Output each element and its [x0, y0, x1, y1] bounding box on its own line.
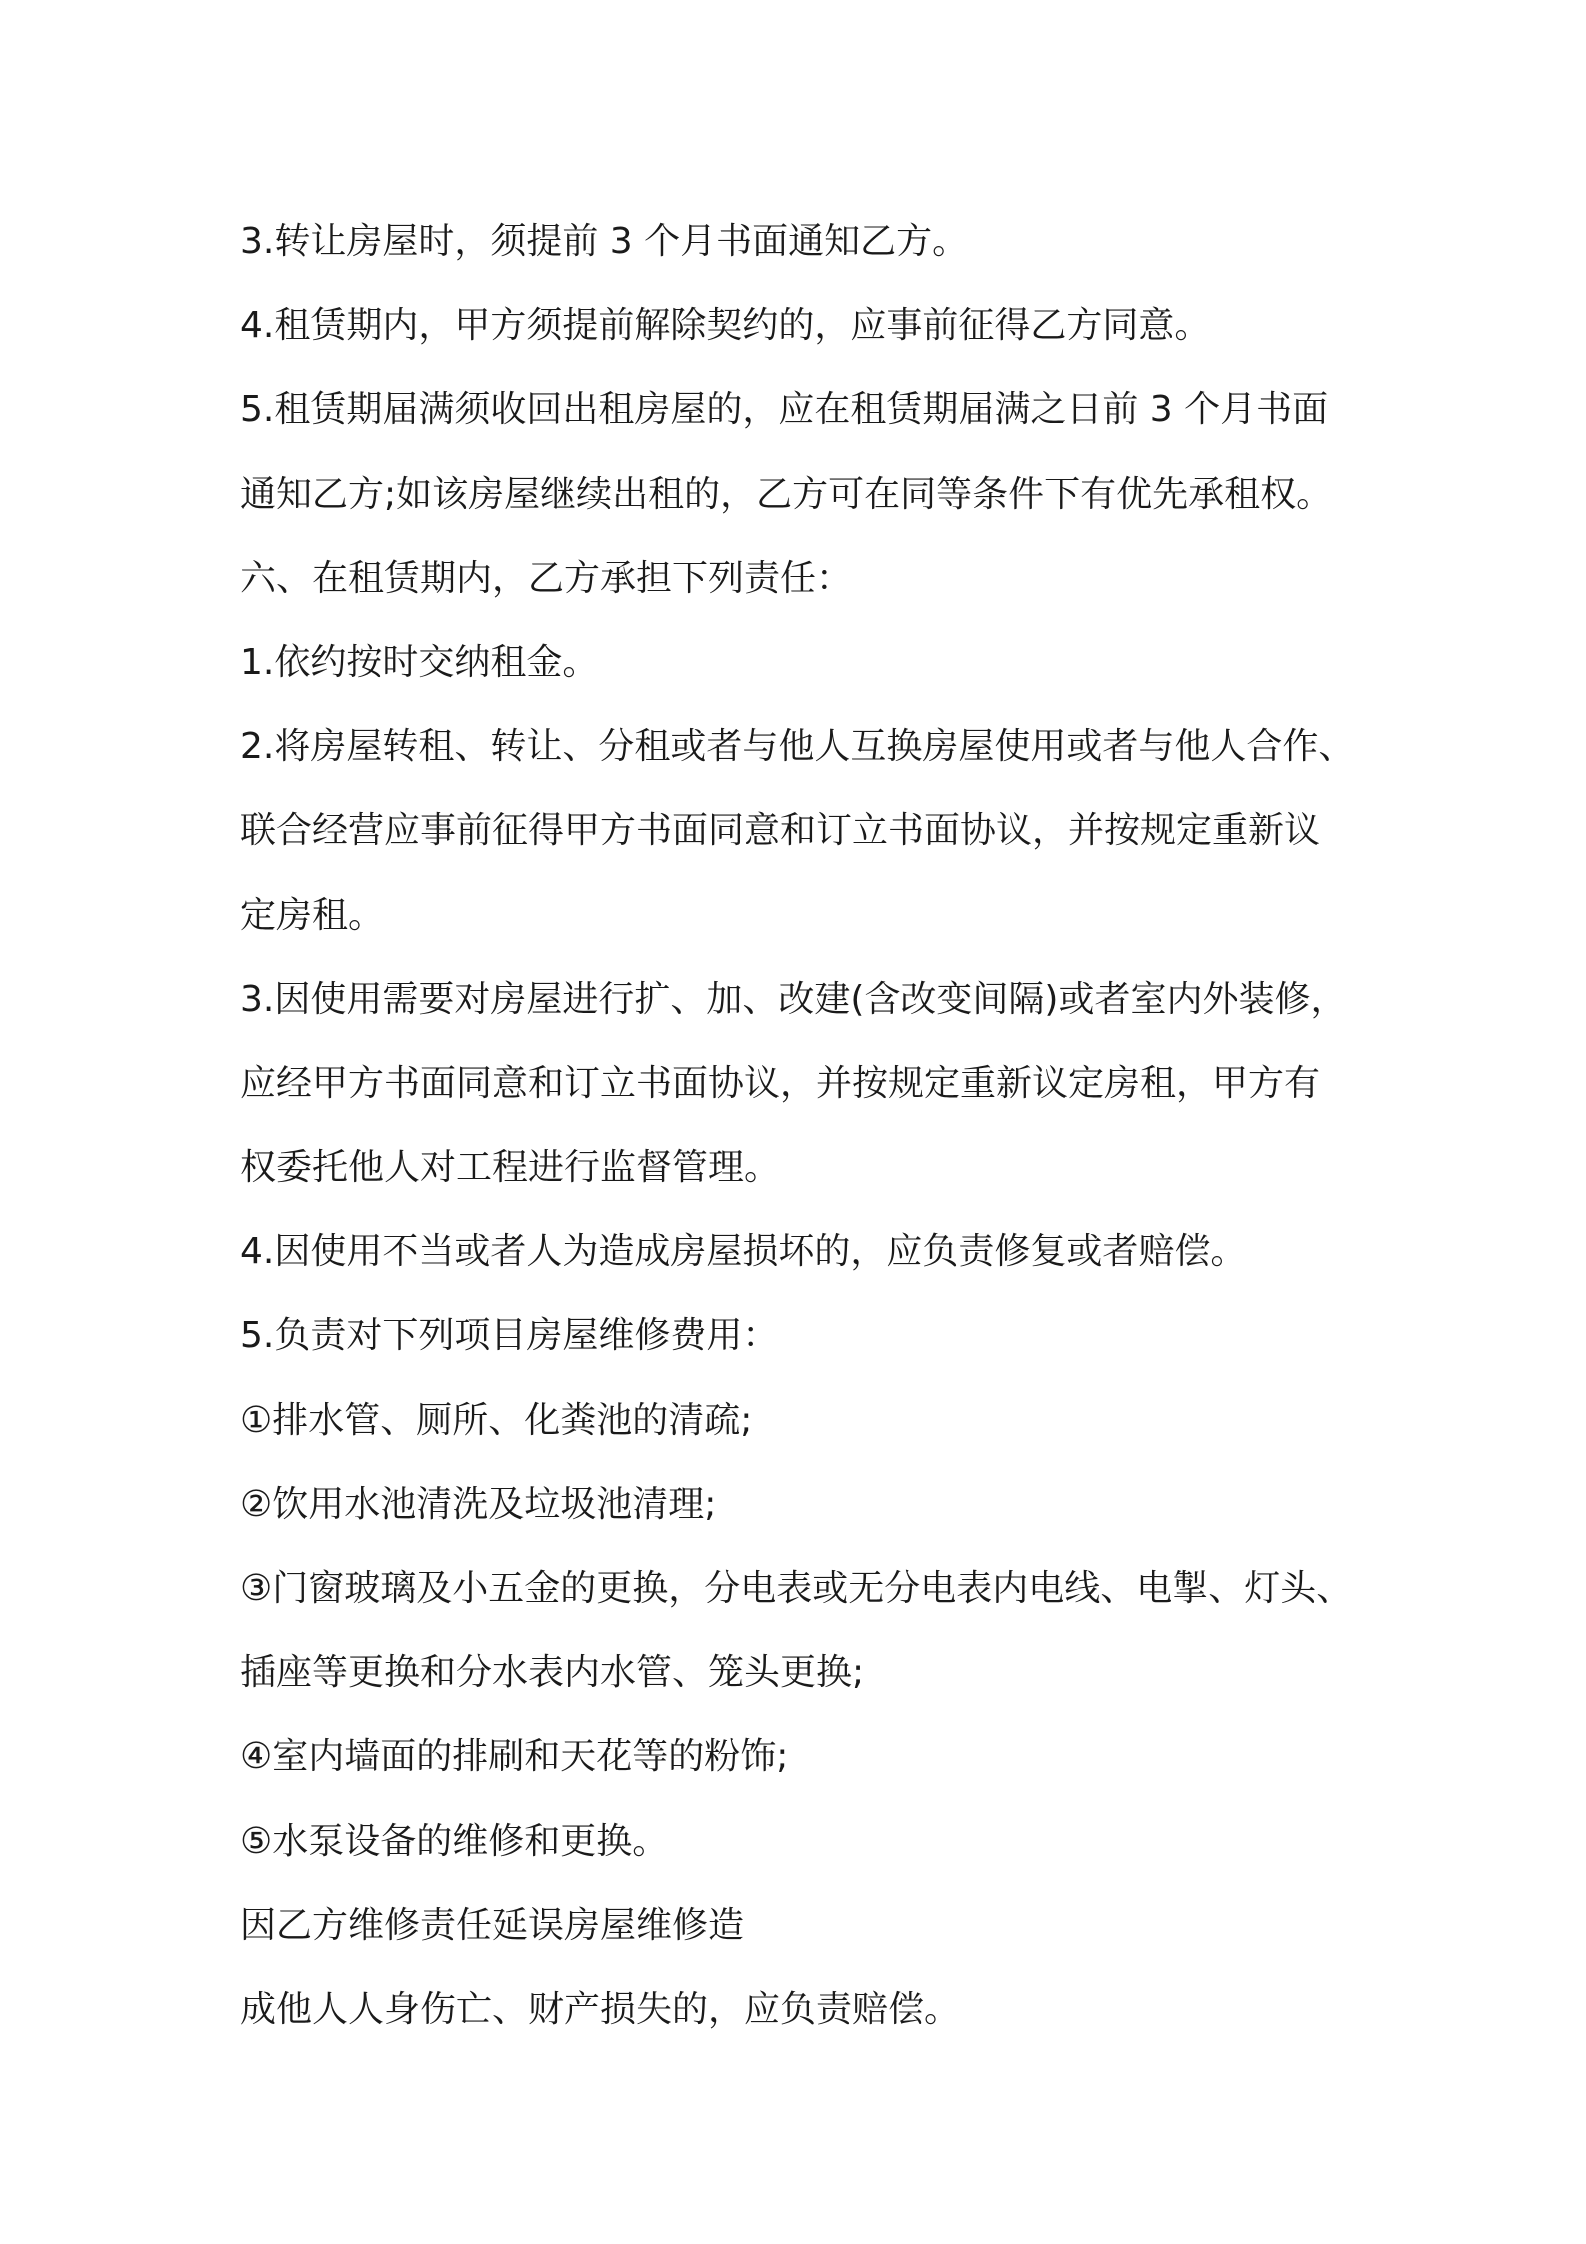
- text-line: 联合经营应事前征得甲方书面同意和订立书面协议，并按规定重新议: [240, 810, 1321, 852]
- text-line: 4.租赁期内，甲方须提前解除契约的，应事前征得乙方同意。: [240, 305, 1211, 347]
- text-line: ④室内墙面的排刷和天花等的粉饰;: [240, 1736, 789, 1778]
- text-line: 权委托他人对工程进行监督管理。: [240, 1147, 781, 1189]
- text-line: 3.因使用需要对房屋进行扩、加、改建(含改变间隔)或者室内外装修，: [240, 978, 1347, 1020]
- text-line: 成他人人身伤亡、财产损失的，应负责赔偿。: [240, 1988, 961, 2030]
- text-line: 插座等更换和分水表内水管、笼头更换;: [240, 1652, 865, 1694]
- text-line: 2.将房屋转租、转让、分租或者与他人互换房屋使用或者与他人合作、: [240, 726, 1355, 768]
- text-line: ①排水管、厕所、化粪池的清疏;: [240, 1399, 753, 1441]
- text-line: 通知乙方;如该房屋继续出租的，乙方可在同等条件下有优先承租权。: [240, 473, 1333, 515]
- text-line: 定房租。: [240, 894, 385, 936]
- document-body: [240, 200, 1370, 2052]
- text-line: 1.依约按时交纳租金。: [240, 641, 599, 683]
- section-heading: 六、在租赁期内，乙方承担下列责任：: [240, 557, 853, 599]
- text-line: 3.转让房屋时，须提前 3 个月书面通知乙方。: [240, 221, 969, 262]
- text-line: 5.负责对下列项目房屋维修费用：: [240, 1315, 779, 1357]
- text-line: 4.因使用不当或者人为造成房屋损坏的，应负责修复或者赔偿。: [240, 1231, 1247, 1273]
- text-line: 因乙方维修责任延误房屋维修造: [240, 1904, 745, 1946]
- text-line: 5.租赁期届满须收回出租房屋的，应在租赁期届满之日前 3 个月书面: [240, 389, 1329, 431]
- text-line: 应经甲方书面同意和订立书面协议，并按规定重新议定房租，甲方有: [240, 1062, 1321, 1104]
- text-line: ③门窗玻璃及小五金的更换，分电表或无分电表内电线、电掣、灯头、: [240, 1568, 1353, 1609]
- text-line: ⑤水泵设备的维修和更换。: [240, 1820, 669, 1862]
- text-line: ②饮用水池清洗及垃圾池清理;: [240, 1483, 717, 1525]
